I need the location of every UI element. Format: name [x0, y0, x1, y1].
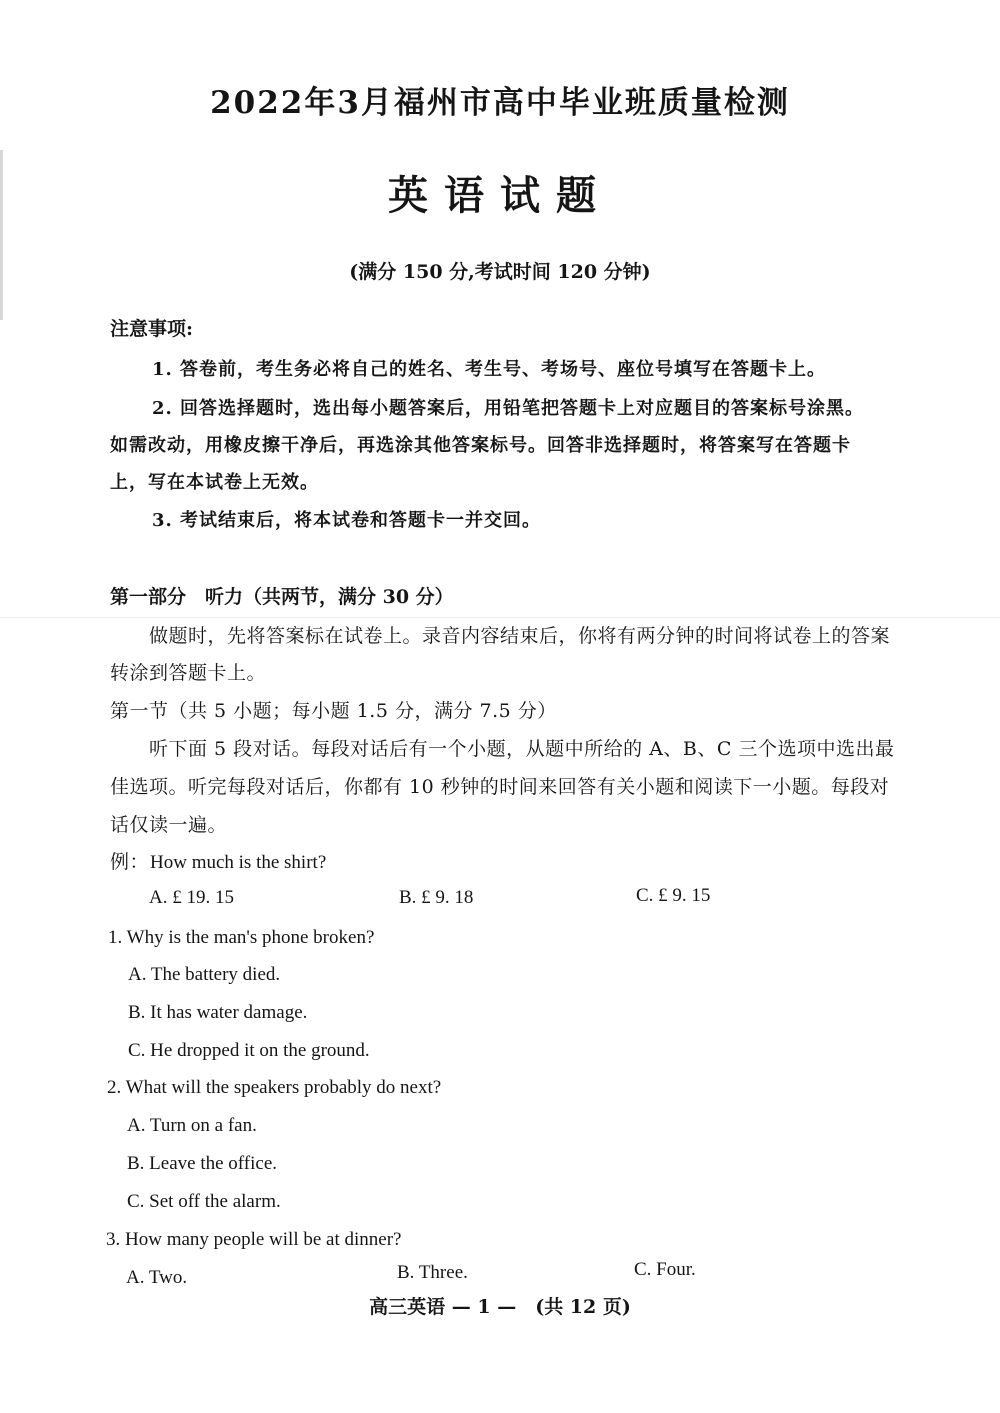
question-2-option-c: C. Set off the alarm. [127, 1191, 281, 1212]
page-footer: 高三英语 — 1 — (共 12 页) [369, 1296, 631, 1318]
notice-item-2-line-2: 如需改动，用橡皮擦干净后，再选涂其他答案标号。回答非选择题时，将答案写在答题卡 [110, 435, 851, 456]
section1-intro-line-2: 佳选项。听完每段对话后，你都有 10 秒钟的时间来回答有关小题和阅读下一小题。每段对 [110, 776, 890, 798]
example-option-b: B. £ 9. 18 [399, 887, 474, 908]
section1-intro-line-1: 听下面 5 段对话。每段对话后有一个小题，从题中所给的 A、B、C 三个选项中选出最 [149, 738, 895, 760]
example-label: 例： [110, 851, 150, 873]
notice-item-3: 3. 考试结束后，将本试卷和答题卡一并交回。 [152, 510, 542, 531]
question-3-option-b: B. Three. [397, 1262, 468, 1283]
question-1-option-a: A. The battery died. [128, 964, 281, 985]
notice-item-2-line-3: 上，写在本试卷上无效。 [110, 472, 319, 493]
part1-intro-line-1: 做题时，先将答案标在试卷上。录音内容结束后，你将有两分钟的时间将试卷上的答案 [149, 625, 891, 647]
section1-intro-line-3: 话仅读一遍。 [110, 814, 228, 836]
question-1-option-b: B. It has water damage. [128, 1002, 308, 1023]
question-3-stem: 3. How many people will be at dinner? [106, 1229, 402, 1250]
question-1-option-c: C. He dropped it on the ground. [128, 1040, 370, 1061]
exam-title: 2022年3月福州市高中毕业班质量检测 [210, 85, 790, 121]
notice-item-2-line-1: 2. 回答选择题时，选出每小题答案后，用铅笔把答题卡上对应题目的答案标号涂黑。 [152, 398, 865, 419]
example-option-c: C. £ 9. 15 [636, 885, 711, 906]
part1-intro-line-2: 转涂到答题卡上。 [110, 662, 267, 684]
notice-title: 注意事项: [110, 318, 194, 340]
part1-title: 第一部分 听力（共两节，满分 30 分） [110, 586, 454, 608]
subject-title: 英语试题 [388, 172, 612, 219]
notice-item-1: 1. 答卷前，考生务必将自己的姓名、考生号、考场号、座位号填写在答题卡上。 [152, 359, 827, 380]
example-question: How much is the shirt? [150, 852, 327, 873]
question-2-option-b: B. Leave the office. [127, 1153, 277, 1174]
question-2-option-a: A. Turn on a fan. [127, 1115, 257, 1136]
question-1-stem: 1. Why is the man's phone broken? [108, 927, 375, 948]
example-option-a: A. £ 19. 15 [149, 887, 234, 908]
scan-fold-line [0, 617, 1000, 618]
exam-meta: (满分 150 分,考试时间 120 分钟) [349, 261, 651, 283]
section1-title: 第一节（共 5 小题；每小题 1.5 分，满分 7.5 分） [110, 700, 557, 722]
question-3-option-c: C. Four. [634, 1259, 696, 1280]
question-2-stem: 2. What will the speakers probably do next? [107, 1077, 442, 1098]
question-3-option-a: A. Two. [126, 1267, 188, 1288]
